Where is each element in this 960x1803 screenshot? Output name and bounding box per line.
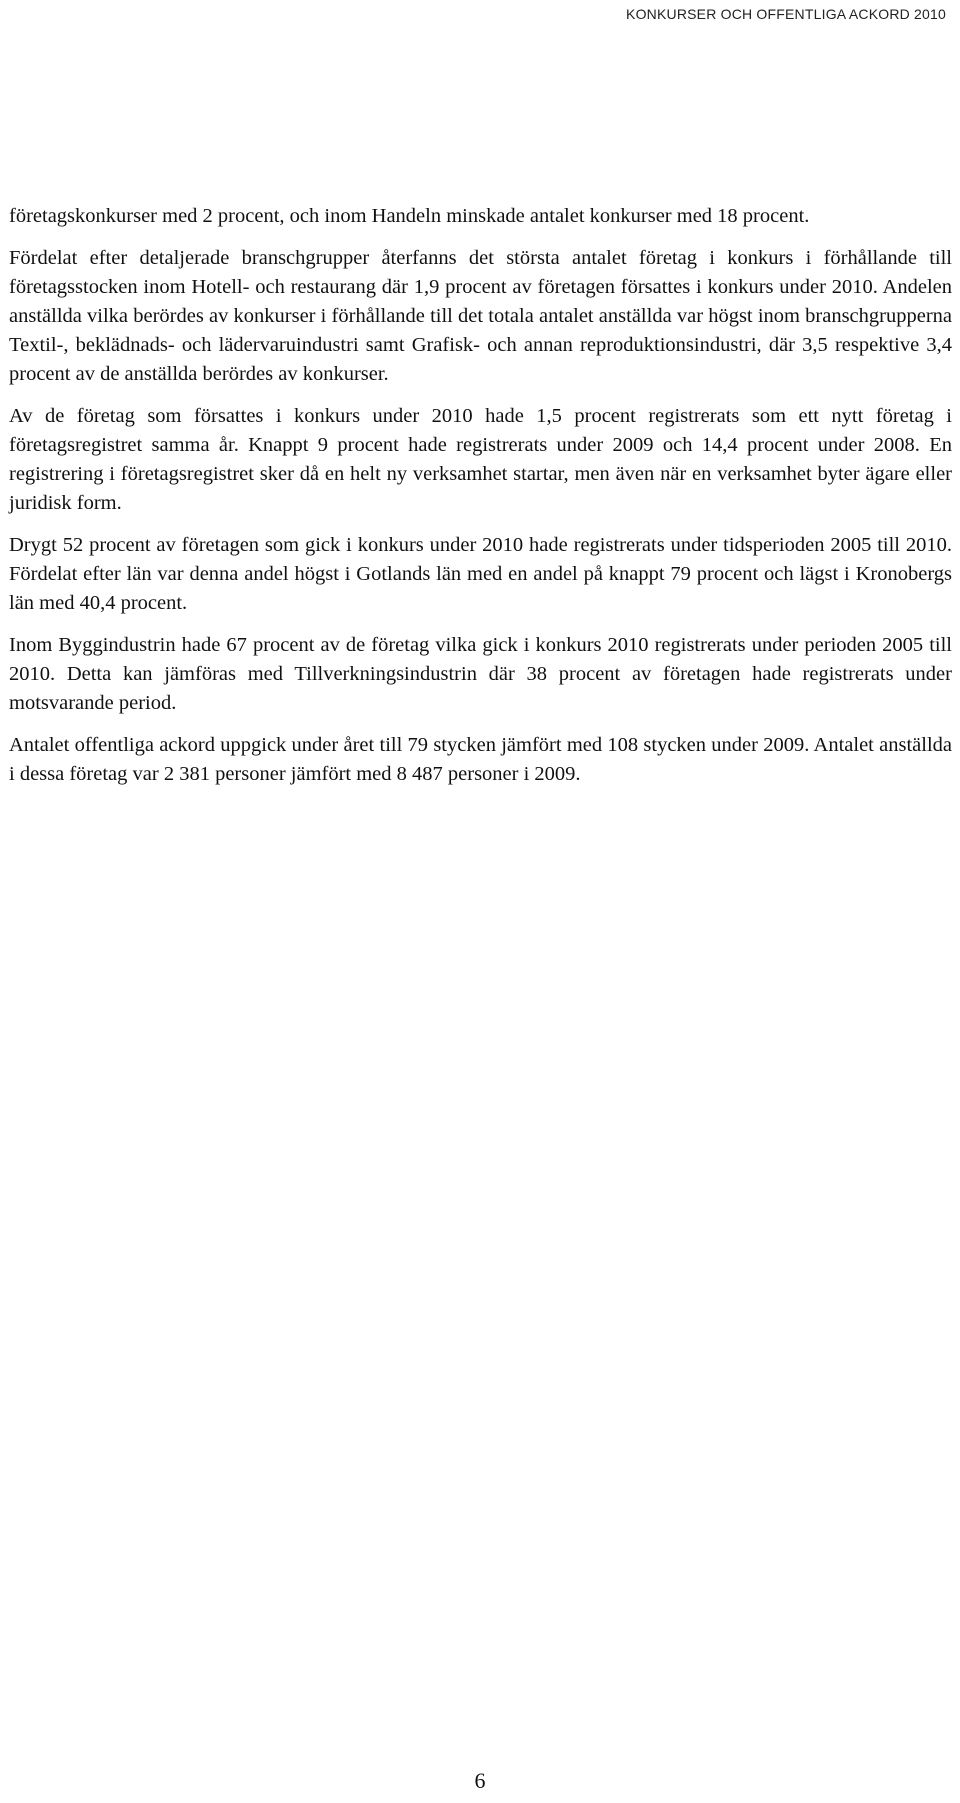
- paragraph: Inom Byggindustrin hade 67 procent av de företag vilka gick i konkurs 2010 registrerats under perioden 2005 till 2010. Detta kan jämföras med Tillverkningsindustrin där 38 procent av företagen hade registrerats under motsvarande period.: [9, 634, 952, 714]
- body-text: [9, 202, 952, 802]
- paragraph: Antalet offentliga ackord uppgick under året till 79 stycken jämfört med 108 stycken under 2009. Antalet anställda i dessa företag var 2 381 personer jämfört med 8 487 personer i 2009.: [9, 734, 952, 785]
- paragraph: företagskonkurser med 2 procent, och inom Handeln minskade antalet konkurser med 18 procent.: [9, 205, 810, 227]
- running-header: KONKURSER OCH OFFENTLIGA ACKORD 2010: [626, 6, 946, 22]
- page-number: 6: [474, 1768, 486, 1793]
- paragraph: Drygt 52 procent av företagen som gick i konkurs under 2010 hade registrerats under tidsperioden 2005 till 2010. Fördelat efter län var denna andel högst i Gotlands län med en andel på knappt 79 procent och lägst i Kronobergs län med 40,4 procent.: [9, 534, 952, 614]
- paragraph: Av de företag som försattes i konkurs under 2010 hade 1,5 procent registrerats som ett nytt företag i företagsregistret samma år. Knappt 9 procent hade registrerats under 2009 och 14,4 procent under 2008. En registrering i företagsregistret sker då en helt ny verksamhet startar, men även när en verksamhet byter ägare eller juridisk form.: [9, 405, 952, 514]
- paragraph: Fördelat efter detaljerade branschgrupper återfanns det största antalet företag i konkurs i förhållande till företagsstocken inom Hotell- och restaurang där 1,9 procent av företagen försattes i konkurs under 2010. Andelen anställda vilka berördes av konkurser i förhållande till det totala antalet anställda var högst inom branschgrupperna Textil-, beklädnads- och lädervaruindustri samt Grafisk- och annan reproduktionsindustri, där 3,5 respektive 3,4 procent av de anställda berördes av konkurser.: [9, 247, 952, 385]
